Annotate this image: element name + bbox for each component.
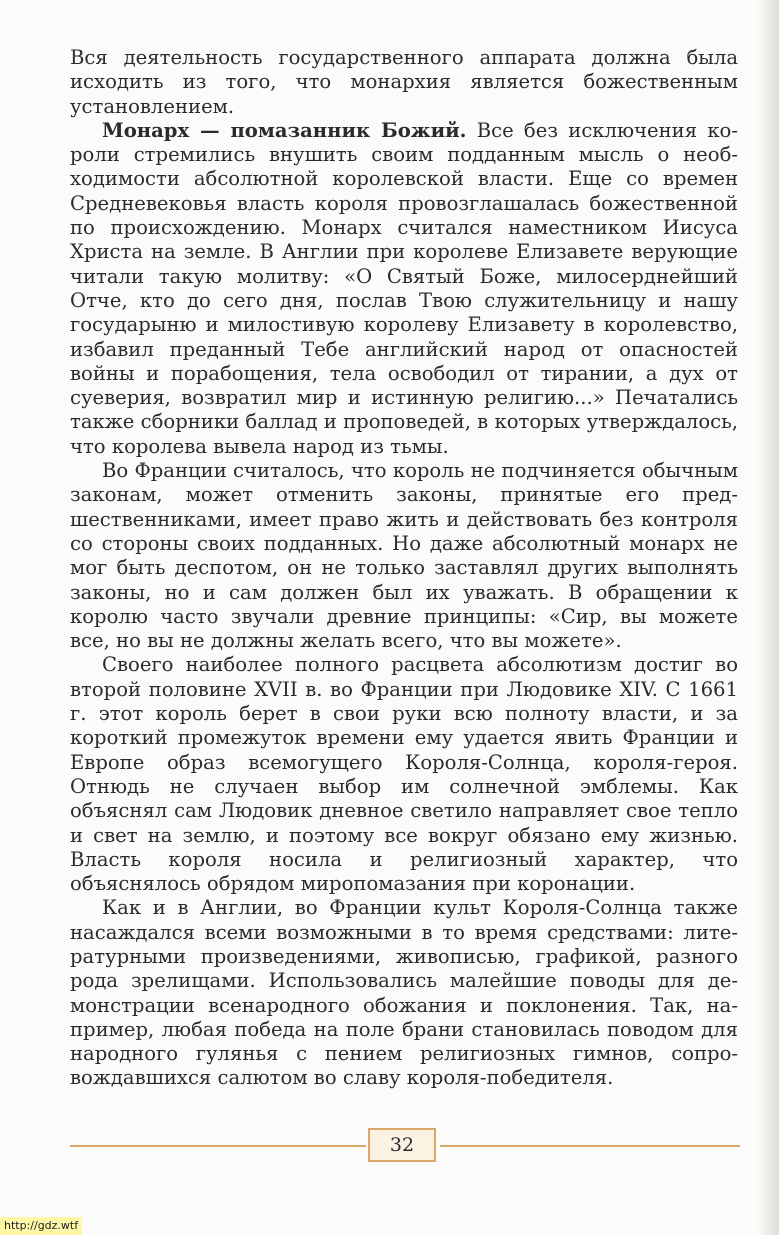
watermark-link[interactable]: http://gdz.wtf <box>0 1217 82 1235</box>
body-text <box>70 46 738 1091</box>
paragraph-5: Как и в Англии, во Франции культ Короля-Солнца также насаждался всеми возможными в то время средствами: литературными произведениями, живописью, графикой, разного рода зрелищами. Использовались малейшие поводы для демонстрации всенародного обожания и поклонения. Так, например, любая победа на поле брани становилась поводом для народного гулянья с пением религиозных гимнов, сопровождавшихся салютом во славу короля-победителя. <box>70 896 738 1090</box>
paragraph-2: Монарх — помазанник Божий. Все без исключения короли стремились внушить своим подданным мысль о необходимости абсолютной королевской власти. Еще со времен Средневековья власть короля провозглашалась божественной по происхождению. Монарх считался наместником Иисуса Христа на земле. В Англии при королеве Елизавете верующие читали такую молитву: «О Святый Боже, милосерднейший Отче, кто до сего дня, послав Твою служительницу и нашу государыню и милостивую королеву Елизавету в королевство, избавил преданный Тебе английский народ от опасностей войны и порабощения, тела освободил от тирании, а дух от суеверия, возвратил мир и истинную религию...» Печатались также сборники баллад и проповедей, в которых утверждалось, что королева вывела народ из тьмы. <box>70 118 738 458</box>
paragraph-1: Вся деятельность государственного аппарата должна была исходить из того, что монархия является божественным установлением. <box>70 46 738 118</box>
footer-rule-right <box>440 1145 740 1147</box>
paragraph-3: Во Франции считалось, что король не подчиняется обычным законам, может отменить законы, принятые его предшественниками, имеет право жить и действовать без контроля со стороны своих подданных. Но даже абсолютный монарх не мог быть деспотом, он не только заставлял других выполнять законы, но и сам должен был их уважать. В обращении к королю часто звучали древние принципы: «Сир, вы можете все, но вы не должны желать всего, что вы можете». <box>70 459 738 653</box>
page-footer <box>70 1128 740 1164</box>
page-number: 32 <box>368 1128 436 1162</box>
section-heading: Монарх — помазанник Божий. <box>102 118 467 142</box>
page-edge-shadow <box>757 0 779 1235</box>
footer-rule-left <box>70 1145 366 1147</box>
paragraph-4: Своего наиболее полного расцвета абсолютизм достиг во второй половине XVII в. во Франции при Людовике XIV. С 1661 г. этот король берет в свои руки всю полноту власти, и за короткий промежуток времени ему удается явить Франции и Европе образ всемогущего Короля-Солнца, короля-героя. Отнюдь не случаен выбор им солнечной эмблемы. Как объяснял сам Людовик дневное светило направляет свое тепло и свет на землю, и поэтому все вокруг обязано ему жизнью. Власть короля носила и религиозный характер, что объяснялось обрядом миропомазания при коронации. <box>70 653 738 896</box>
